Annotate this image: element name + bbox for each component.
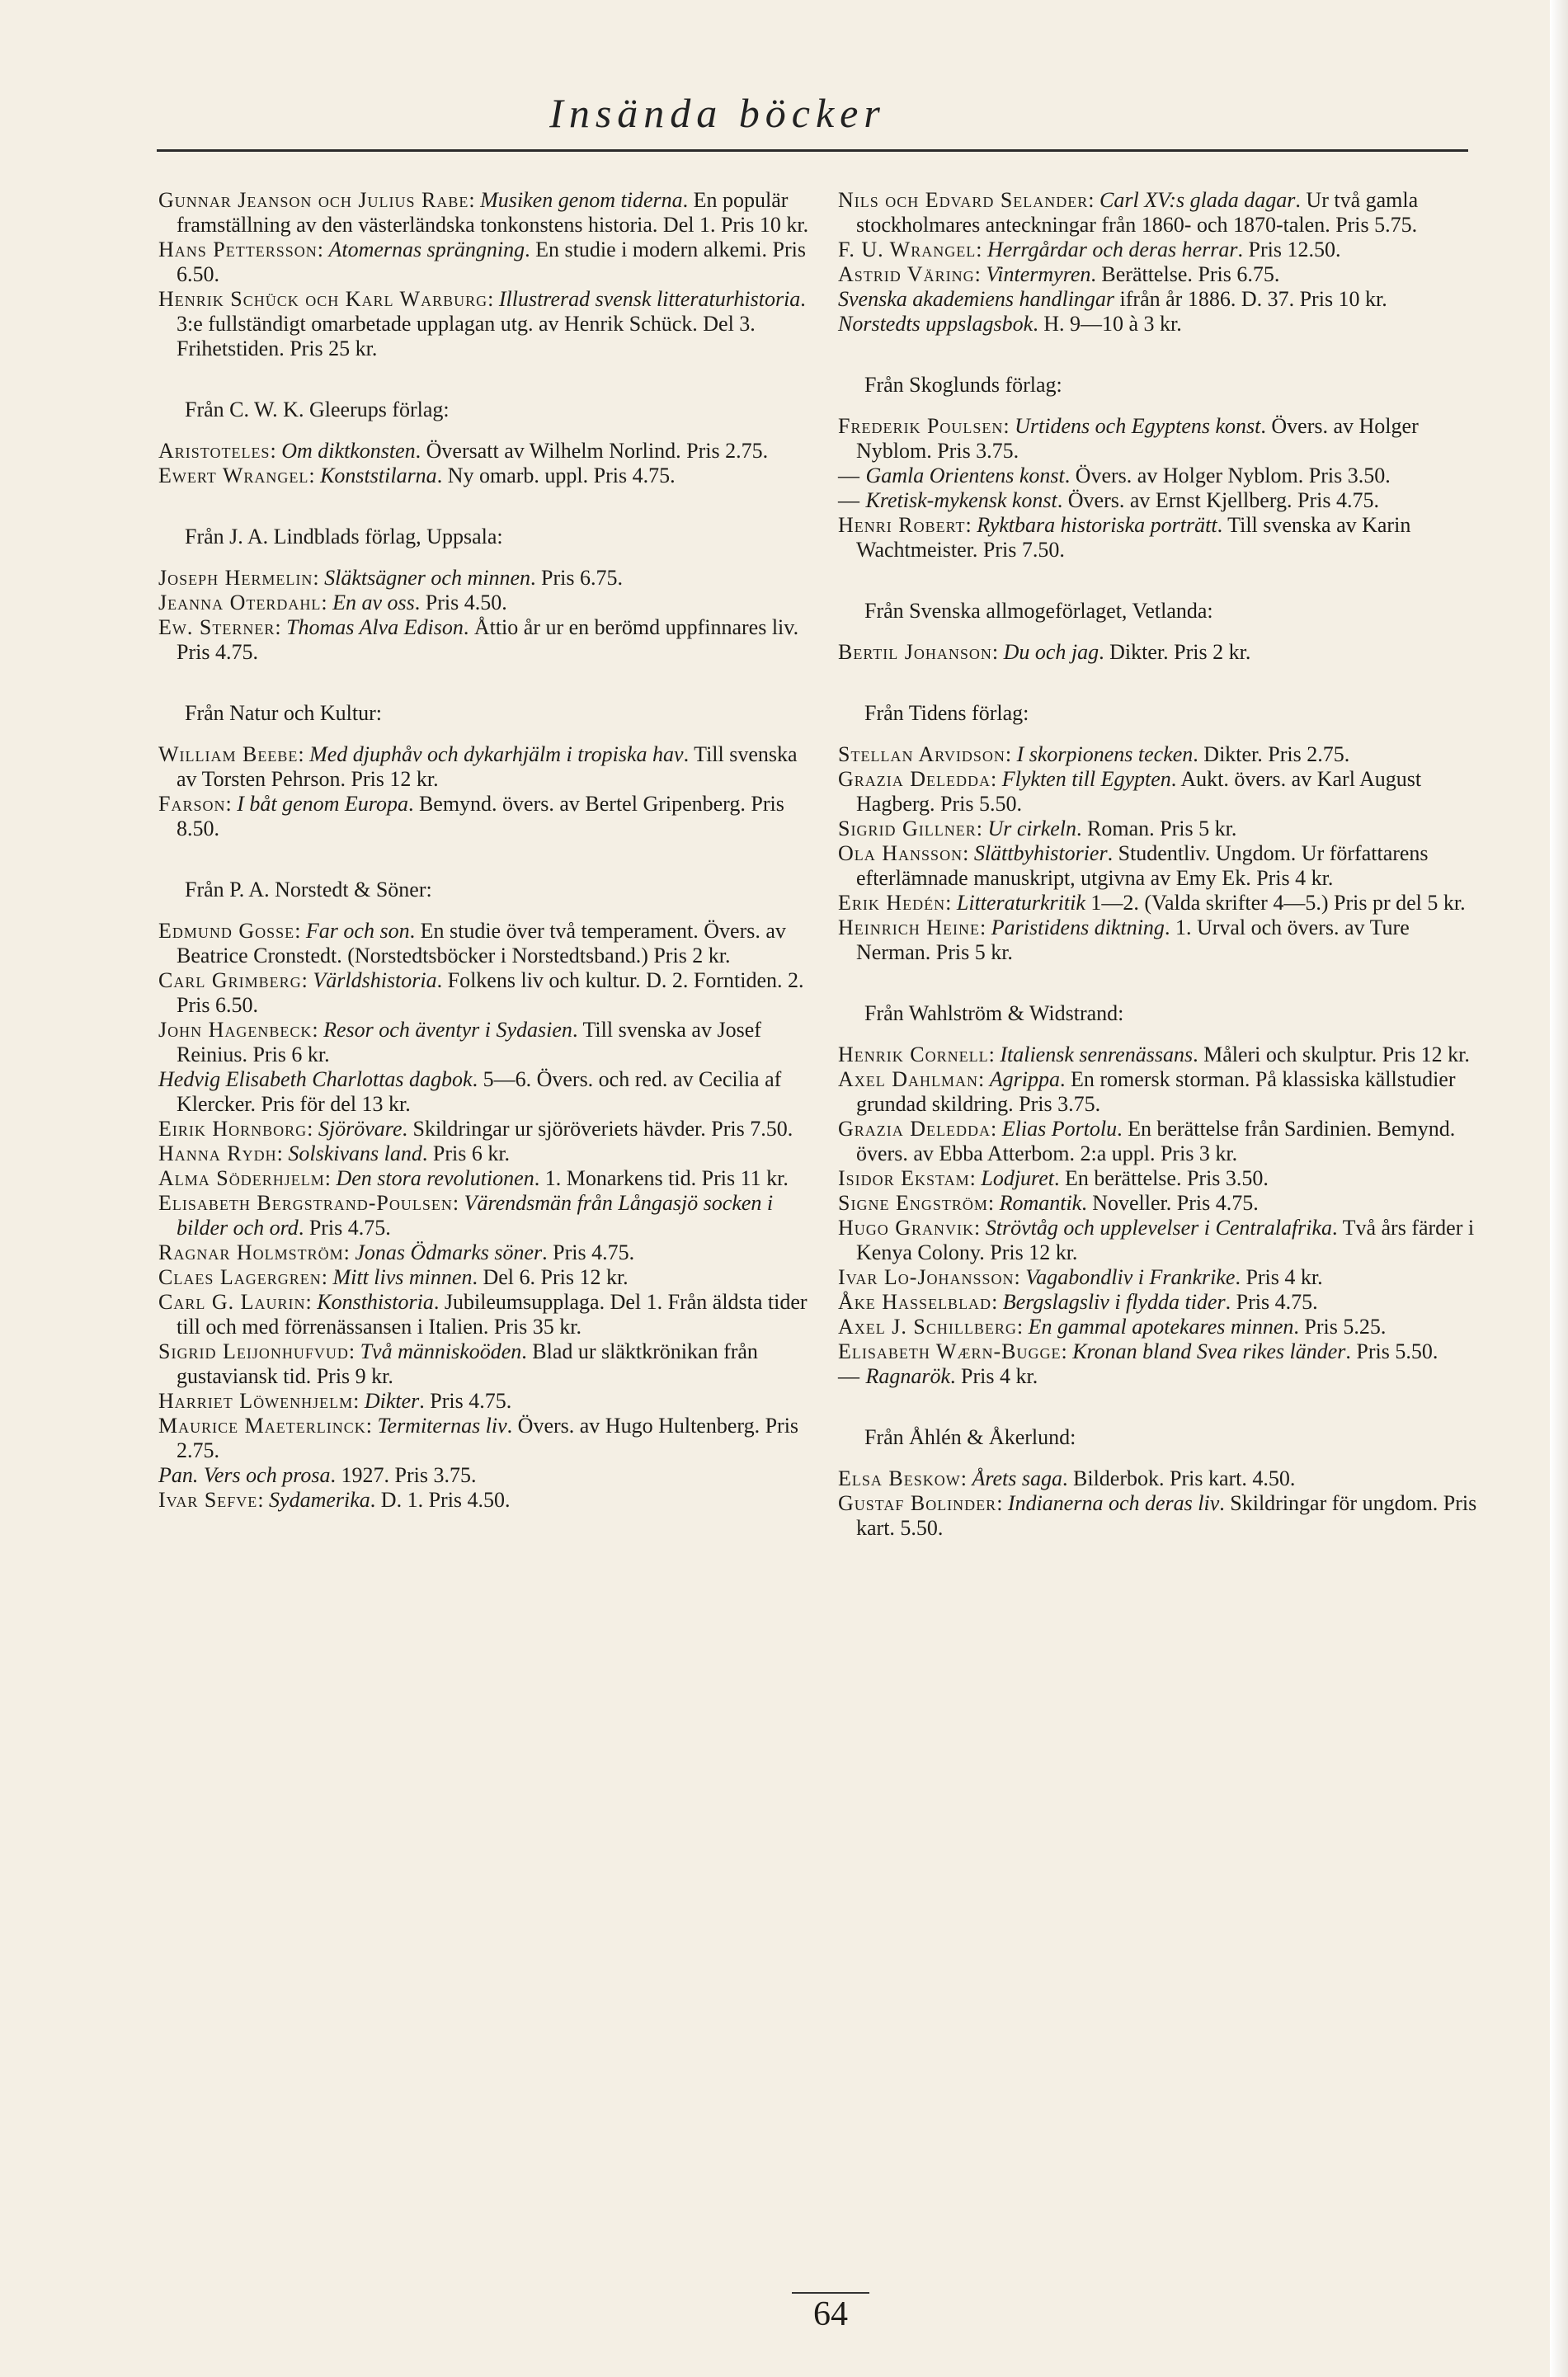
- entry-separator: :: [978, 1067, 990, 1091]
- entry-author: Grazia Deledda: [838, 1117, 991, 1141]
- entry-title: Strövtåg och upplevelser i Centralafrika: [985, 1216, 1333, 1240]
- entry-separator: :: [976, 817, 988, 840]
- publisher-heading: Från Åhlén & Åkerlund:: [864, 1425, 1076, 1449]
- entry-details: . Noveller. Pris 4.75.: [1081, 1191, 1259, 1215]
- entry-title: Du och jag: [1003, 640, 1099, 664]
- entry-separator: :: [294, 919, 306, 943]
- entry-title: Romantik: [999, 1191, 1082, 1215]
- right-top-entries: [838, 188, 1481, 337]
- entry-author: Farson: [158, 792, 226, 816]
- book-entry: [838, 1067, 1481, 1117]
- book-entry: [158, 287, 810, 361]
- entry-title: Kronan bland Svea rikes länder: [1072, 1339, 1346, 1363]
- entry-author: Elisabeth Bergstrand-Poulsen: [158, 1191, 453, 1215]
- entry-author: Maurice Maeterlinck: [158, 1414, 366, 1438]
- entry-details: . Dikter. Pris 2 kr.: [1099, 640, 1251, 664]
- entry-author: Stellan Arvidson: [838, 742, 1005, 766]
- entry-title: Dikter: [364, 1389, 420, 1413]
- entry-author: Heinrich Heine: [838, 915, 981, 939]
- book-entry: [838, 891, 1481, 915]
- entry-author: Gunnar Jeanson och Julius Rabe: [158, 188, 469, 212]
- entry-author: —: [838, 488, 860, 512]
- entry-separator: :: [1005, 742, 1017, 766]
- book-entry: [838, 188, 1481, 238]
- entry-details: . 1927. Pris 3.75.: [330, 1463, 477, 1487]
- entry-separator: :: [976, 238, 987, 261]
- entry-separator: :: [1088, 188, 1100, 212]
- entry-details: . Berättelse. Pris 6.75.: [1090, 262, 1280, 286]
- entry-author: Ewert Wrangel: [158, 464, 309, 487]
- entry-title: Carl XV:s glada dagar: [1099, 188, 1296, 212]
- entry-title: Vintermyren: [986, 262, 1091, 286]
- entry-details: . Skildringar ur sjöröveriets hävder. Pris 7.50.: [402, 1117, 793, 1141]
- entry-title: Norstedts uppslagsbok: [838, 312, 1034, 336]
- entry-title: Solskivans land: [288, 1141, 422, 1165]
- book-entry: [838, 1339, 1481, 1364]
- entry-separator: :: [365, 1414, 378, 1438]
- entry-author: Aristoteles: [158, 439, 271, 463]
- entry-details: . Skildringar för ungdom. Pris kart. 5.50.: [856, 1491, 1477, 1540]
- entry-separator: :: [452, 1191, 464, 1215]
- publisher-heading: Från Wahlström & Widstrand:: [864, 1001, 1124, 1025]
- entry-details: . Till svenska av Josef Reinius. Pris 6 kr.: [177, 1018, 761, 1066]
- entry-author: Nils och Edvard Selander: [838, 188, 1089, 212]
- entry-details: . En romersk storman. På klassiska källstudier grundad skildring. Pris 3.75.: [856, 1067, 1456, 1116]
- right-sections: [838, 373, 1481, 1541]
- entry-separator: :: [317, 238, 329, 261]
- entry-author: —: [838, 1364, 860, 1388]
- entry-author: Astrid Väring: [838, 262, 975, 286]
- entry-details: . H. 9—10 à 3 kr.: [1033, 312, 1182, 336]
- entry-title: Svenska akademiens handlingar: [838, 287, 1115, 311]
- book-entry: [838, 513, 1481, 562]
- book-entry: [158, 1018, 810, 1067]
- entry-details: . Till svenska av Torsten Pehrson. Pris 12 kr.: [177, 742, 798, 791]
- book-entry: [158, 919, 810, 968]
- entry-author: Grazia Deledda: [838, 767, 991, 791]
- entry-separator: :: [974, 1216, 986, 1240]
- entry-author: Ola Hansson: [838, 841, 963, 865]
- entry-title: Världshistoria: [313, 968, 437, 992]
- entry-separator: :: [353, 1389, 365, 1413]
- entry-details: . Bilderbok. Pris kart. 4.50.: [1062, 1466, 1296, 1490]
- publisher-heading: Från J. A. Lindblads förlag, Uppsala:: [185, 525, 503, 548]
- entry-details: . Pris 5.50.: [1345, 1339, 1439, 1363]
- entry-author: Ragnar Holmström: [158, 1240, 344, 1264]
- entry-separator: :: [225, 792, 238, 816]
- entry-author: Carl G. Laurin: [158, 1290, 306, 1314]
- entry-title: Konsthistoria: [317, 1290, 434, 1314]
- book-entry: [838, 238, 1481, 262]
- entry-author: Bertil Johanson: [838, 640, 992, 664]
- book-entry: [838, 767, 1481, 817]
- entry-separator: :: [963, 841, 974, 865]
- book-entry: [158, 1117, 810, 1141]
- entry-author: Claes Lagergren: [158, 1265, 322, 1289]
- book-entry: [158, 968, 810, 1018]
- entry-separator: :: [1014, 1265, 1026, 1289]
- entry-title: Värendsmän från Långasjö socken i bilder och ord: [177, 1191, 774, 1240]
- entry-title: Ryktbara historiska porträtt: [977, 513, 1217, 537]
- entry-separator: :: [1003, 414, 1015, 438]
- book-entry: [838, 488, 1481, 513]
- page-edge: [1550, 0, 1568, 2377]
- book-entry: [158, 1265, 810, 1290]
- book-entry: [158, 792, 810, 841]
- entry-title: Illustrerad svensk litteraturhistoria: [498, 287, 801, 311]
- entry-details: . Studentliv. Ungdom. Ur författarens efterlämnade manuskript, utgivna av Emy Ek. Pris 4 kr.: [856, 841, 1429, 890]
- entry-separator: :: [1061, 1339, 1073, 1363]
- book-entry: [838, 1265, 1481, 1290]
- entry-author: Ivar Lo-Johansson: [838, 1265, 1015, 1289]
- book-entry: [158, 1463, 810, 1488]
- entry-title: Indianerna och deras liv: [1007, 1491, 1220, 1515]
- book-entry: [158, 591, 810, 615]
- entry-details: 1—2. (Valda skrifter 4—5.) Pris pr del 5 kr.: [1085, 891, 1466, 915]
- entry-title: Sjörövare: [318, 1117, 403, 1141]
- entry-title: Herrgårdar och deras herrar: [986, 238, 1238, 261]
- entry-author: Sigrid Leijonhufvud: [158, 1339, 349, 1363]
- book-entry: [838, 262, 1481, 287]
- entry-details: . En berättelse från Sardinien. Bemynd. övers. av Ebba Atterbom. 2:a uppl. Pris 3 kr.: [856, 1117, 1456, 1165]
- book-entry: [838, 841, 1481, 891]
- entry-details: . Folkens liv och kultur. D. 2. Forntiden. 2. Pris 6.50.: [177, 968, 804, 1017]
- entry-title: Hedvig Elisabeth Charlottas dagbok: [158, 1067, 473, 1091]
- entry-details: . Bemynd. övers. av Bertel Gripenberg. Pris 8.50.: [177, 792, 784, 840]
- entry-title: Gamla Orientens konst: [865, 464, 1065, 487]
- book-entry: [838, 1216, 1481, 1265]
- entry-author: Edmund Gosse: [158, 919, 295, 943]
- entry-separator: :: [991, 640, 1004, 664]
- entry-details: . Pris 4.75.: [542, 1240, 635, 1264]
- header-rule: [157, 149, 1468, 152]
- page-title: Insända böcker: [549, 90, 886, 136]
- book-entry: [838, 287, 1481, 312]
- entry-details: ifrån år 1886. D. 37. Pris 10 kr.: [1114, 287, 1387, 311]
- book-entry: [838, 817, 1481, 841]
- book-entry: [838, 640, 1481, 665]
- entry-separator: :: [980, 915, 991, 939]
- entry-author: Axel Dahlman: [838, 1067, 979, 1091]
- entry-details: . Pris 4.50.: [414, 591, 507, 614]
- entry-title: Den stora revolutionen: [336, 1166, 534, 1190]
- book-entry: [158, 1488, 810, 1513]
- entry-title: Ur cirkeln: [987, 817, 1077, 840]
- left-column: [158, 188, 810, 1513]
- entry-details: . Ny omarb. uppl. Pris 4.75.: [436, 464, 676, 487]
- entry-title: Atomernas sprängning: [328, 238, 525, 261]
- entry-author: Axel J. Schillberg: [838, 1315, 1017, 1339]
- entry-separator: :: [308, 464, 321, 487]
- book-entry: [838, 1315, 1481, 1339]
- entry-separator: :: [348, 1339, 360, 1363]
- entry-details: . En studie över två temperament. Övers. av Beatrice Cronstedt. (Norstedtsböcker i Norstedtsband.) Pris 2 kr.: [177, 919, 786, 967]
- entry-author: Hans Pettersson: [158, 238, 318, 261]
- entry-title: Mitt livs minnen: [332, 1265, 473, 1289]
- entry-separator: :: [321, 1265, 333, 1289]
- entry-title: Två människoöden: [360, 1339, 522, 1363]
- entry-title: Litteraturkritik: [956, 891, 1085, 915]
- entry-separator: :: [275, 615, 287, 639]
- entry-author: Carl Grimberg: [158, 968, 302, 992]
- entry-title: Bergslagsliv i flydda tider: [1002, 1290, 1226, 1314]
- entry-separator: :: [991, 1117, 1002, 1141]
- entry-details: . Blad ur släktkrönikan från gustaviansk tid. Pris 9 kr.: [177, 1339, 758, 1388]
- entry-author: Elsa Beskow: [838, 1466, 961, 1490]
- entry-details: . Måleri och skulptur. Pris 12 kr.: [1193, 1043, 1470, 1066]
- book-entry: [158, 1240, 810, 1265]
- entry-separator: :: [301, 968, 313, 992]
- entry-title: Far och son: [305, 919, 410, 943]
- entry-title: Jonas Ödmarks söner: [355, 1240, 543, 1264]
- entry-author: Henrik Schück och Karl Warburg: [158, 287, 488, 311]
- entry-title: Resor och äventyr i Sydasien: [323, 1018, 572, 1042]
- entry-details: . Övers. av Holger Nyblom. Pris 3.50.: [1064, 464, 1391, 487]
- book-entry: [838, 1466, 1481, 1491]
- entry-separator: :: [987, 1191, 1000, 1215]
- book-entry: [158, 615, 810, 665]
- entry-title: Med djuphåv och dykarhjälm i tropiska hav: [309, 742, 684, 766]
- entry-title: Thomas Alva Edison: [286, 615, 464, 639]
- entry-details: . Roman. Pris 5 kr.: [1076, 817, 1237, 840]
- book-entry: [838, 742, 1481, 767]
- book-entry: [158, 1191, 810, 1240]
- entry-separator: :: [270, 439, 282, 463]
- folio-rule: [792, 2292, 869, 2294]
- entry-details: . D. 1. Pris 4.50.: [370, 1488, 511, 1512]
- entry-author: Ivar Sefve: [158, 1488, 258, 1512]
- entry-separator: :: [988, 1043, 1001, 1066]
- entry-title: Sydamerika: [269, 1488, 370, 1512]
- entry-title: I båt genom Europa: [237, 792, 408, 816]
- book-entry: [158, 1414, 810, 1463]
- entry-author: Erik Hedén: [838, 891, 946, 915]
- entry-details: . Del 6. Pris 12 kr.: [472, 1265, 629, 1289]
- entry-separator: :: [324, 1166, 337, 1190]
- entry-title: Lodjuret: [981, 1166, 1054, 1190]
- entry-title: En av oss: [332, 591, 415, 614]
- entry-separator: :: [487, 287, 499, 311]
- entry-author: William Beebe: [158, 742, 299, 766]
- entry-author: Alma Söderhjelm: [158, 1166, 325, 1190]
- entry-title: Agrippa: [989, 1067, 1061, 1091]
- entry-separator: :: [965, 513, 977, 537]
- entry-title: Flykten till Egypten: [1001, 767, 1171, 791]
- book-entry: [158, 238, 810, 287]
- entry-details: . Översatt av Wilhelm Norlind. Pris 2.75.: [415, 439, 769, 463]
- entry-title: Musiken genom tiderna: [480, 188, 683, 212]
- entry-author: Signe Engström: [838, 1191, 988, 1215]
- book-entry: [838, 1191, 1481, 1216]
- entry-author: Sigrid Gillner: [838, 817, 977, 840]
- entry-details: . 1. Monarkens tid. Pris 11 kr.: [534, 1166, 789, 1190]
- entry-author: Ew. Sterner: [158, 615, 275, 639]
- entry-details: . Pris 4.75.: [298, 1216, 391, 1240]
- entry-separator: :: [996, 1491, 1008, 1515]
- entry-details: . En populär framställning av den västerländska tonkonstens historia. Del 1. Pris 10 kr.: [177, 188, 809, 237]
- left-sections: [158, 398, 810, 1513]
- book-entry: [158, 439, 810, 464]
- entry-author: Joseph Hermelin: [158, 566, 313, 590]
- entry-title: Slättbyhistorier: [973, 841, 1108, 865]
- book-entry: [838, 1491, 1481, 1541]
- entry-details: . Pris 5.25.: [1293, 1315, 1387, 1339]
- entry-author: F. U. Wrangel: [838, 238, 977, 261]
- entry-details: . Pris 4.75.: [1225, 1290, 1318, 1314]
- left-top-entries: [158, 188, 810, 361]
- entry-details: . Två års färder i Kenya Colony. Pris 12 kr.: [856, 1216, 1475, 1264]
- entry-author: Hanna Rydh: [158, 1141, 277, 1165]
- book-entry: [158, 1339, 810, 1389]
- entry-title: I skorpionens tecken: [1016, 742, 1194, 766]
- entry-details: . Ur två gamla stockholmares anteckningar från 1860- och 1870-talen. Pris 5.75.: [856, 188, 1419, 237]
- entry-author: Hugo Granvik: [838, 1216, 975, 1240]
- entry-author: —: [838, 464, 860, 487]
- entry-title: Paristidens diktning: [991, 915, 1165, 939]
- right-column: [838, 188, 1481, 1541]
- book-entry: [838, 1166, 1481, 1191]
- publisher-heading: Från Svenska allmogeförlaget, Vetlanda:: [864, 599, 1213, 623]
- entry-author: Henrik Cornell: [838, 1043, 989, 1066]
- book-entry: [838, 1364, 1481, 1389]
- entry-author: Isidor Ekstam: [838, 1166, 970, 1190]
- publisher-heading: Från P. A. Norstedt & Söner:: [185, 878, 432, 901]
- entry-author: Jeanna Oterdahl: [158, 591, 322, 614]
- entry-title: Italiensk senrenässans: [1000, 1043, 1194, 1066]
- entry-separator: :: [321, 591, 333, 614]
- entry-details: . Övers. av Ernst Kjellberg. Pris 4.75.: [1057, 488, 1379, 512]
- entry-separator: :: [469, 188, 481, 212]
- page-number: 64: [813, 2295, 848, 2333]
- entry-separator: :: [313, 566, 325, 590]
- entry-title: Urtidens och Egyptens konst: [1015, 414, 1261, 438]
- entry-title: Kretisk-mykensk konst: [865, 488, 1057, 512]
- entry-separator: :: [305, 1290, 318, 1314]
- entry-separator: :: [1016, 1315, 1029, 1339]
- publisher-heading: Från Natur och Kultur:: [185, 701, 383, 725]
- entry-author: Harriet Löwenhjelm: [158, 1389, 354, 1413]
- entry-title: Släktsägner och minnen: [324, 566, 530, 590]
- entry-title: Konststilarna: [320, 464, 437, 487]
- entry-details: . 3:e fullständigt omarbetade upplagan utg. av Henrik Schück. Del 3. Frihetstiden. Pris 25 kr.: [177, 287, 806, 360]
- entry-details: . En studie i modern alkemi. Pris 6.50.: [177, 238, 806, 286]
- entry-separator: :: [974, 262, 986, 286]
- entry-details: . En berättelse. Pris 3.50.: [1053, 1166, 1269, 1190]
- entry-details: . Pris 4 kr.: [950, 1364, 1038, 1388]
- entry-author: Henri Robert: [838, 513, 966, 537]
- entry-details: . Övers. av Holger Nyblom. Pris 3.75.: [856, 414, 1419, 463]
- entry-details: . 1. Urval och övers. av Ture Nerman. Pris 5 kr.: [856, 915, 1410, 964]
- entry-separator: :: [945, 891, 957, 915]
- entry-author: Frederik Poulsen: [838, 414, 1004, 438]
- book-entry: [838, 915, 1481, 965]
- publisher-heading: Från C. W. K. Gleerups förlag:: [185, 398, 450, 421]
- book-entry: [158, 464, 810, 488]
- publisher-heading: Från Tidens förlag:: [864, 701, 1029, 725]
- entry-details: . Övers. av Hugo Hultenberg. Pris 2.75.: [177, 1414, 799, 1462]
- entry-separator: :: [298, 742, 310, 766]
- entry-author: Gustaf Bolinder: [838, 1491, 997, 1515]
- entry-details: . Pris 4 kr.: [1235, 1265, 1323, 1289]
- book-entry: [158, 1067, 810, 1117]
- entry-separator: :: [312, 1018, 324, 1042]
- book-entry: [838, 464, 1481, 488]
- entry-title: Elias Portolu: [1001, 1117, 1118, 1141]
- book-entry: [158, 1290, 810, 1339]
- entry-author: Åke Hasselblad: [838, 1290, 992, 1314]
- entry-title: Pan. Vers och prosa: [158, 1463, 331, 1487]
- entry-author: Eirik Hornborg: [158, 1117, 308, 1141]
- book-entry: [838, 414, 1481, 464]
- entry-separator: :: [960, 1466, 972, 1490]
- entry-title: Årets saga: [972, 1466, 1063, 1490]
- entry-details: . Pris 12.50.: [1237, 238, 1341, 261]
- book-entry: [838, 312, 1481, 337]
- entry-separator: :: [343, 1240, 356, 1264]
- entry-title: Termiternas liv: [377, 1414, 507, 1438]
- book-entry: [158, 1166, 810, 1191]
- entry-author: Elisabeth Wærn-Bugge: [838, 1339, 1062, 1363]
- book-entry: [838, 1290, 1481, 1315]
- book-entry: [158, 1141, 810, 1166]
- entry-separator: :: [307, 1117, 318, 1141]
- book-entry: [838, 1117, 1481, 1166]
- entry-details: . Aukt. övers. av Karl August Hagberg. Pris 5.50.: [856, 767, 1422, 816]
- entry-details: . Åttio år ur en berömd uppfinnares liv. Pris 4.75.: [177, 615, 799, 664]
- entry-details: . Dikter. Pris 2.75.: [1193, 742, 1350, 766]
- entry-title: En gammal apotekares minnen: [1028, 1315, 1294, 1339]
- entry-details: . 5—6. Övers. och red. av Cecilia af Klercker. Pris för del 13 kr.: [177, 1067, 782, 1116]
- entry-separator: :: [991, 1290, 1003, 1314]
- entry-separator: :: [276, 1141, 289, 1165]
- book-entry: [158, 1389, 810, 1414]
- book-entry: [158, 742, 810, 792]
- publisher-heading: Från Skoglunds förlag:: [864, 373, 1062, 397]
- entry-separator: :: [991, 767, 1002, 791]
- entry-separator: :: [257, 1488, 270, 1512]
- entry-separator: :: [969, 1166, 982, 1190]
- book-entry: [158, 188, 810, 238]
- entry-details: . Till svenska av Karin Wachtmeister. Pris 7.50.: [856, 513, 1411, 562]
- entry-details: . Pris 6 kr.: [421, 1141, 511, 1165]
- entry-title: Ragnarök: [865, 1364, 951, 1388]
- entry-author: John Hagenbeck: [158, 1018, 313, 1042]
- book-entry: [158, 566, 810, 591]
- book-entry: [838, 1043, 1481, 1067]
- entry-title: Vagabondliv i Frankrike: [1025, 1265, 1236, 1289]
- entry-details: . Pris 4.75.: [419, 1389, 512, 1413]
- entry-details: . Jubileumsupplaga. Del 1. Från äldsta tider till och med förrenässansen i Italien. Pris 35 kr.: [177, 1290, 808, 1339]
- entry-details: . Pris 6.75.: [530, 566, 623, 590]
- entry-title: Om diktkonsten: [281, 439, 416, 463]
